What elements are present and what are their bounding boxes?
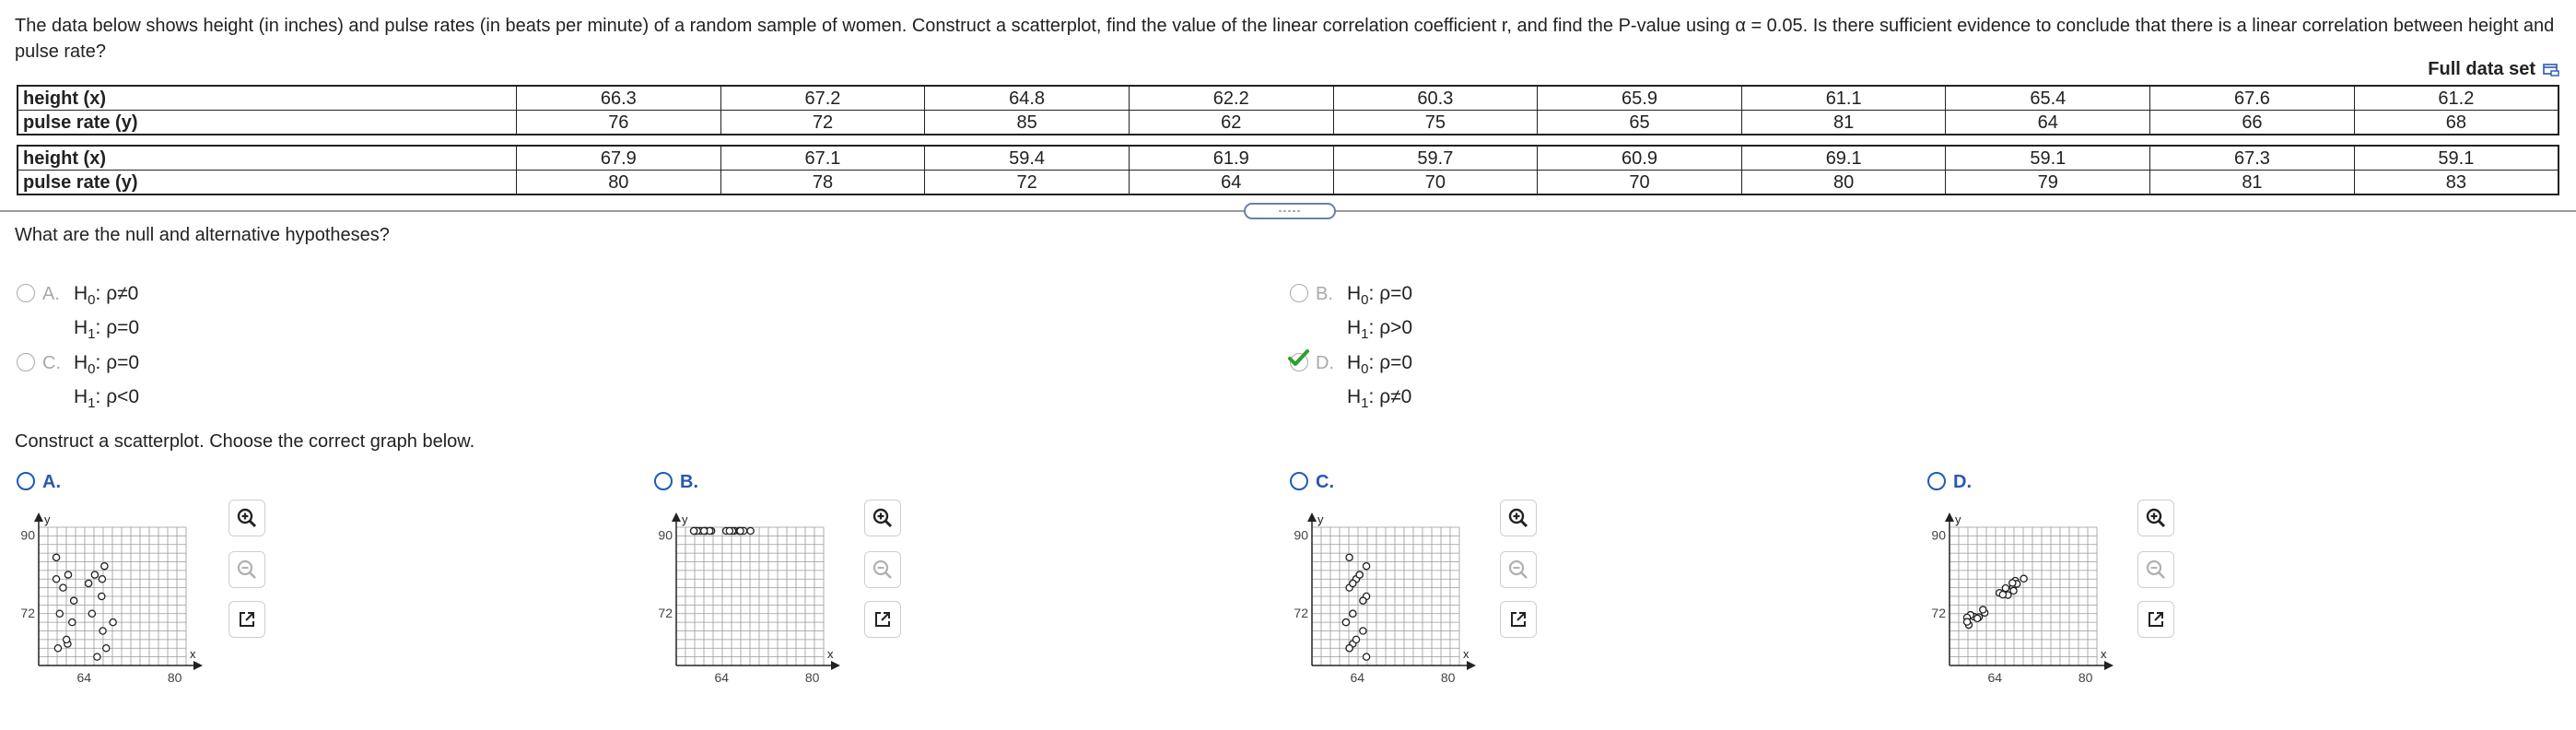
x-axis-label: x <box>2101 647 2107 661</box>
radio-button[interactable] <box>654 472 673 490</box>
open-graph-button[interactable] <box>864 601 901 638</box>
height-cell: 67.2 <box>720 86 925 111</box>
height-cell: 65.4 <box>1946 86 2150 111</box>
pulse-row <box>18 111 2558 135</box>
scatter-point <box>1999 592 2006 598</box>
zoom-in-button[interactable] <box>864 500 901 536</box>
scatter-point <box>1963 618 1970 625</box>
option-letter: A. <box>42 472 61 492</box>
x-tick-label: 64 <box>714 670 730 685</box>
y-tick-label: 90 <box>658 527 673 543</box>
pulse-cell: 76 <box>517 111 721 135</box>
pulse-cell: 72 <box>720 111 925 135</box>
scatter-point <box>1980 606 1986 613</box>
option-letter: B. <box>680 472 698 492</box>
y-tick-label: 90 <box>1294 527 1308 543</box>
scatter-point <box>1360 597 1366 604</box>
scatter-point <box>1363 653 1369 660</box>
graph-option-c-select[interactable] <box>1290 470 1341 494</box>
pulse-cell: 80 <box>1741 171 1946 195</box>
scatter-point <box>2009 580 2016 586</box>
scatterplot-b <box>654 511 866 695</box>
hypothesis-text: $H_0$: ρ=0 $H_1$: ρ>0 <box>1347 283 1413 343</box>
scatter-point <box>69 619 76 626</box>
height-label: height (x) <box>18 86 517 111</box>
zoom-in-icon <box>872 507 894 529</box>
radio-button[interactable] <box>17 472 35 490</box>
height-row <box>18 146 2558 171</box>
height-cell: 67.3 <box>2150 146 2355 171</box>
y-tick-label: 90 <box>1931 527 1946 543</box>
zoom-in-button[interactable] <box>1500 500 1537 536</box>
scatter-point <box>1356 571 1363 578</box>
external-link-icon <box>2145 608 2167 630</box>
graph-option-a <box>17 470 569 719</box>
hypothesis-text: $H_0$: ρ=0 $H_1$: ρ<0 <box>74 352 140 412</box>
zoom-out-button[interactable] <box>228 551 265 588</box>
scatter-point <box>690 527 697 534</box>
scatter-point <box>53 554 59 560</box>
y-axis-label: y <box>1317 512 1324 526</box>
height-cell: 64.8 <box>925 86 1130 111</box>
scatter-point <box>1346 554 1352 560</box>
x-tick-label: 80 <box>2078 670 2093 685</box>
y-axis-arrow-icon <box>672 512 681 522</box>
x-axis-label: x <box>190 647 196 661</box>
radio-button[interactable] <box>17 353 35 371</box>
scatter-point <box>60 584 66 591</box>
zoom-out-icon <box>872 559 894 581</box>
hypothesis-option-d[interactable] <box>1290 351 1412 418</box>
height-cell: 60.3 <box>1333 86 1538 111</box>
pulse-cell: 81 <box>2150 171 2355 195</box>
scatter-point <box>86 580 92 586</box>
data-table-1 <box>17 85 2559 135</box>
option-letter: B. <box>1316 284 1333 304</box>
question-text: The data below shows height (in inches) and pulse rates (in beats per minute) of a random sample of women. Construct a scatterplot, find the value of the linear correlation coefficient r, and find the P-value using α = 0.05. Is there sufficient evidence to conclude that there is a linear correlation between height and pulse rate? <box>15 16 2555 62</box>
pulse-cell: 80 <box>517 171 721 195</box>
scatterplot-c <box>1290 511 1502 695</box>
radio-button[interactable] <box>1927 472 1946 490</box>
scatter-point <box>1974 615 1981 621</box>
pulse-cell: 70 <box>1538 171 1742 195</box>
height-cell: 67.9 <box>517 146 721 171</box>
pulse-cell: 62 <box>1129 111 1333 135</box>
option-letter: D. <box>1953 472 1972 492</box>
zoom-out-icon <box>236 559 258 581</box>
plot-grid <box>1950 527 2097 665</box>
pulse-cell: 83 <box>2354 171 2558 195</box>
zoom-in-button[interactable] <box>2137 500 2174 536</box>
zoom-out-icon <box>1507 559 1529 581</box>
pulse-row <box>18 171 2558 195</box>
scatter-point <box>1342 619 1349 626</box>
graph-option-b-select[interactable] <box>654 470 706 494</box>
zoom-in-icon <box>1507 507 1529 529</box>
scatter-point <box>99 593 105 599</box>
zoom-out-button[interactable] <box>1500 551 1537 588</box>
scatter-point <box>88 610 95 617</box>
open-graph-button[interactable] <box>2137 601 2174 638</box>
pulse-cell: 85 <box>925 111 1130 135</box>
height-label: height (x) <box>18 146 517 171</box>
scatter-point <box>737 527 744 534</box>
scatter-point <box>1360 628 1366 634</box>
full-data-set-label: Full data set <box>2428 59 2535 79</box>
height-cell: 59.4 <box>925 146 1130 171</box>
pulse-cell: 79 <box>1946 171 2150 195</box>
y-axis-arrow-icon <box>34 512 43 522</box>
x-axis-arrow-icon <box>193 661 203 670</box>
hypotheses-prompt: What are the null and alternative hypotheses? <box>15 225 390 245</box>
radio-button[interactable] <box>17 284 35 302</box>
height-cell: 65.9 <box>1538 86 1742 111</box>
pulse-cell: 68 <box>2354 111 2558 135</box>
y-tick-label: 72 <box>1931 605 1946 620</box>
hypothesis-option-c[interactable] <box>17 351 139 418</box>
pulse-cell: 64 <box>1946 111 2150 135</box>
x-tick-label: 64 <box>1987 670 2003 685</box>
height-cell: 62.2 <box>1129 86 1333 111</box>
scatter-point <box>103 645 110 652</box>
x-axis-arrow-icon <box>1467 661 1476 670</box>
x-tick-label: 64 <box>1350 670 1365 685</box>
zoom-in-icon <box>2145 507 2167 529</box>
height-cell: 69.1 <box>1741 146 1946 171</box>
scatter-point <box>71 597 77 604</box>
pulse-cell: 65 <box>1538 111 1742 135</box>
scatter-point <box>726 527 732 534</box>
pulse-cell: 81 <box>1741 111 1946 135</box>
option-letter: A. <box>42 284 60 304</box>
x-tick-label: 80 <box>804 670 820 685</box>
plot-grid <box>1312 527 1459 665</box>
pulse-cell: 78 <box>720 171 925 195</box>
graph-option-b <box>654 470 1207 719</box>
radio-button-selected[interactable] <box>1290 353 1308 371</box>
y-axis-label: y <box>44 512 51 526</box>
scatter-point <box>2002 584 2008 591</box>
height-cell: 61.9 <box>1129 146 1333 171</box>
hypothesis-option-b[interactable] <box>1290 282 1412 348</box>
y-axis-arrow-icon <box>1307 512 1317 522</box>
graph-option-a-select[interactable] <box>17 470 68 494</box>
option-letter: D. <box>1316 353 1334 373</box>
height-cell: 60.9 <box>1538 146 1742 171</box>
scatter-point <box>1363 563 1369 570</box>
pulse-cell: 66 <box>2150 111 2355 135</box>
scatter-point <box>64 571 71 578</box>
scatter-point <box>56 610 63 617</box>
scatter-point <box>1350 610 1356 617</box>
y-axis-label: y <box>1955 512 1961 526</box>
height-cell: 61.2 <box>2354 86 2558 111</box>
external-link-icon <box>872 608 894 630</box>
scatter-point <box>53 576 59 583</box>
scatter-point <box>747 527 754 534</box>
data-table-2 <box>17 145 2559 195</box>
y-tick-label: 72 <box>658 605 673 620</box>
y-tick-label: 90 <box>20 527 35 543</box>
scatter-point <box>64 636 70 642</box>
height-cell: 59.7 <box>1333 146 1538 171</box>
graph-option-d-select[interactable] <box>1927 470 1979 494</box>
scatter-point <box>110 619 116 626</box>
pulse-label: pulse rate (y) <box>18 171 517 195</box>
external-link-icon <box>236 608 258 630</box>
scatter-point <box>91 571 98 578</box>
scatterplot-d <box>1927 511 2139 695</box>
scatter-point <box>1352 636 1359 642</box>
scatter-point <box>99 576 105 583</box>
pulse-cell: 64 <box>1129 171 1333 195</box>
hypothesis-text: $H_0$: ρ=0 $H_1$: ρ≠0 <box>1347 352 1413 412</box>
height-cell: 67.6 <box>2150 86 2355 111</box>
open-graph-button[interactable] <box>228 601 265 638</box>
scatter-point <box>2020 575 2027 582</box>
x-axis-arrow-icon <box>2104 661 2113 670</box>
check-icon <box>1287 348 1311 369</box>
pulse-label: pulse rate (y) <box>18 111 517 135</box>
option-letter: C. <box>42 353 61 373</box>
scatter-point <box>701 527 708 534</box>
pulse-cell: 75 <box>1333 111 1538 135</box>
graph-option-d <box>1927 470 2480 719</box>
zoom-out-button[interactable] <box>2137 551 2174 588</box>
plot-grid <box>676 527 824 665</box>
pulse-cell: 72 <box>925 171 1130 195</box>
scatter-point <box>100 628 106 634</box>
hypothesis-option-a[interactable] <box>17 282 139 348</box>
plot-grid <box>39 527 186 665</box>
height-cell: 66.3 <box>517 86 721 111</box>
scatter-point <box>1350 580 1356 586</box>
x-tick-label: 80 <box>167 670 182 685</box>
data-window-icon <box>2543 64 2559 77</box>
scatter-point <box>2010 587 2017 594</box>
pulse-cell: 70 <box>1333 171 1538 195</box>
x-axis-arrow-icon <box>831 661 840 670</box>
scatterplot-a <box>17 511 228 695</box>
x-axis-label: x <box>1463 647 1469 661</box>
graph-option-c <box>1290 470 1843 719</box>
scatter-point <box>1346 645 1352 652</box>
zoom-in-button[interactable] <box>228 500 265 536</box>
x-tick-label: 64 <box>76 670 92 685</box>
scatter-point <box>101 563 108 570</box>
height-cell: 59.1 <box>1946 146 2150 171</box>
divider-drag-handle[interactable]: ----- <box>1244 203 1336 219</box>
height-cell: 67.1 <box>720 146 925 171</box>
full-data-set-link[interactable] <box>2428 59 2559 80</box>
open-graph-button[interactable] <box>1500 601 1537 638</box>
radio-button[interactable] <box>1290 284 1308 302</box>
height-cell: 59.1 <box>2354 146 2558 171</box>
option-letter: C. <box>1316 472 1334 492</box>
scatter-point <box>94 653 100 660</box>
hypothesis-text: $H_0$: ρ≠0 $H_1$: ρ=0 <box>74 283 140 343</box>
x-tick-label: 80 <box>1440 670 1456 685</box>
zoom-out-button[interactable] <box>864 551 901 588</box>
y-axis-arrow-icon <box>1945 512 1954 522</box>
external-link-icon <box>1507 608 1529 630</box>
scatter-point <box>54 645 61 652</box>
scatterplot-prompt: Construct a scatterplot. Choose the correct graph below. <box>15 431 475 452</box>
radio-button[interactable] <box>1290 472 1308 490</box>
zoom-out-icon <box>2145 559 2167 581</box>
height-cell: 61.1 <box>1741 86 1946 111</box>
y-tick-label: 72 <box>1294 605 1308 620</box>
height-row <box>18 86 2558 111</box>
y-axis-label: y <box>682 512 688 526</box>
zoom-in-icon <box>236 507 258 529</box>
x-axis-label: x <box>827 647 834 661</box>
y-tick-label: 72 <box>20 605 35 620</box>
